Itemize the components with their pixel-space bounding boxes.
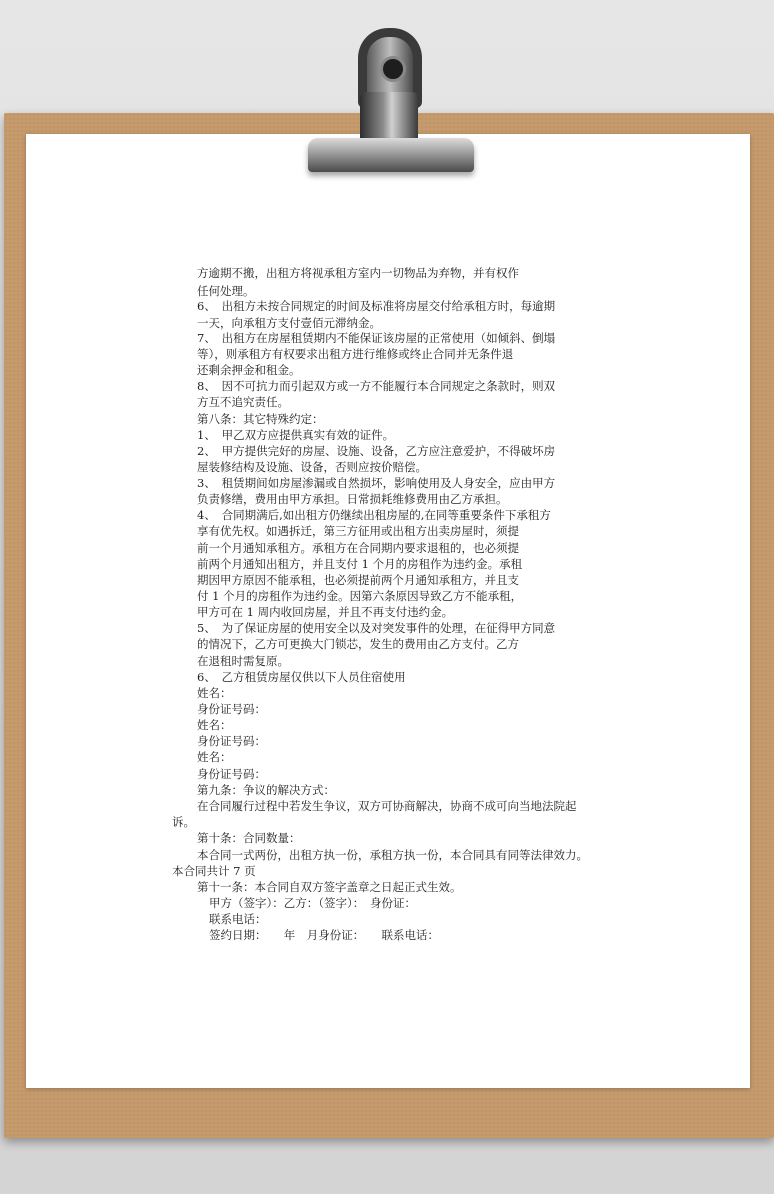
- text-line: 3、 租赁期间如房屋渗漏或自然损坏，影响使用及人身安全，应由甲方: [197, 476, 556, 490]
- text-line: 6、 乙方租赁房屋仅供以下人员住宿使用: [197, 670, 406, 684]
- section-heading: 第十条：合同数量：: [197, 831, 301, 845]
- signature-line: 甲方（签字）：乙方：（签字）： 身份证：: [209, 896, 416, 910]
- text-line: 还剩余押金和租金。: [197, 363, 301, 377]
- signing-date-line: 签约日期： 年 月身份证： 联系电话：: [209, 928, 439, 942]
- text-line: 本合同一式两份，出租方执一份，承租方执一份，本合同具有同等法律效力。: [197, 848, 588, 862]
- section-heading: 第九条：争议的解决方式：: [197, 783, 335, 797]
- text-line: 方逾期不搬，出租方将视承租方室内一切物品为弃物，并有权作: [197, 266, 519, 280]
- section-heading: 第十一条：本合同自双方签字盖章之日起正式生效。: [197, 880, 462, 894]
- text-line: 任何处理。: [197, 284, 255, 298]
- text-line: 前两个月通知出租方，并且支付 1 个月的房租作为违约金。承租: [197, 557, 523, 571]
- text-line: 在退租时需复原。: [197, 654, 289, 668]
- text-line: 的情况下，乙方可更换大门锁芯，发生的费用由乙方支付。乙方: [197, 637, 519, 651]
- text-line: 方互不追究责任。: [197, 395, 289, 409]
- form-label-name: 姓名：: [197, 718, 232, 732]
- text-line: 屋装修结构及设施、设备，否则应按价赔偿。: [197, 460, 427, 474]
- contact-phone-line: 联系电话：: [209, 912, 267, 926]
- form-label-name: 姓名：: [197, 750, 232, 764]
- text-line: 8、 因不可抗力而引起双方或一方不能履行本合同规定之条款时，则双: [197, 379, 556, 393]
- text-line: 1、 甲乙双方应提供真实有效的证件。: [197, 428, 395, 442]
- form-label-id-number: 身份证号码：: [197, 767, 266, 781]
- section-heading: 第八条：其它特殊约定：: [197, 412, 324, 426]
- text-line: 一天，向承租方支付壹佰元滞纳金。: [197, 316, 381, 330]
- text-line: 甲方可在 1 周内收回房屋，并且不再支付违约金。: [197, 605, 454, 619]
- text-line: 付 1 个月的房租作为违约金。因第六条原因导致乙方不能承租，: [197, 589, 523, 603]
- text-line: 在合同履行过程中若发生争议，双方可协商解决，协商不成可向当地法院起: [197, 799, 577, 813]
- text-line: 享有优先权。如遇拆迁，第三方征用或出租方出卖房屋时，须提: [197, 524, 519, 538]
- form-label-name: 姓名：: [197, 686, 232, 700]
- form-label-id-number: 身份证号码：: [197, 702, 266, 716]
- text-line: 等），则承租方有权要求出租方进行维修或终止合同并无条件退: [197, 347, 514, 361]
- page-count-line: 本合同共计 7 页: [172, 864, 256, 878]
- text-line: 4、 合同期满后,如出租方仍继续出租房屋的,在同等重要条件下承租方: [197, 508, 551, 522]
- text-line: 期因甲方原因不能承租，也必须提前两个月通知承租方，并且支: [197, 573, 519, 587]
- text-line: 6、 出租方未按合同规定的时间及标准将房屋交付给承租方时，每逾期: [197, 299, 556, 313]
- text-line: 前一个月通知承租方。承租方在合同期内要求退租的，也必须提: [197, 541, 519, 555]
- text-line: 7、 出租方在房屋租赁期内不能保证该房屋的正常使用（如倾斜、倒塌: [197, 331, 556, 345]
- text-line: 5、 为了保证房屋的使用安全以及对突发事件的处理，在征得甲方同意: [197, 621, 556, 635]
- text-line: 2、 甲方提供完好的房屋、设施、设备，乙方应注意爱护，不得破坏房: [197, 444, 556, 458]
- form-label-id-number: 身份证号码：: [197, 734, 266, 748]
- text-line: 负责修缮，费用由甲方承担。日常损耗维修费用由乙方承担。: [197, 492, 508, 506]
- text-line: 诉。: [172, 815, 195, 829]
